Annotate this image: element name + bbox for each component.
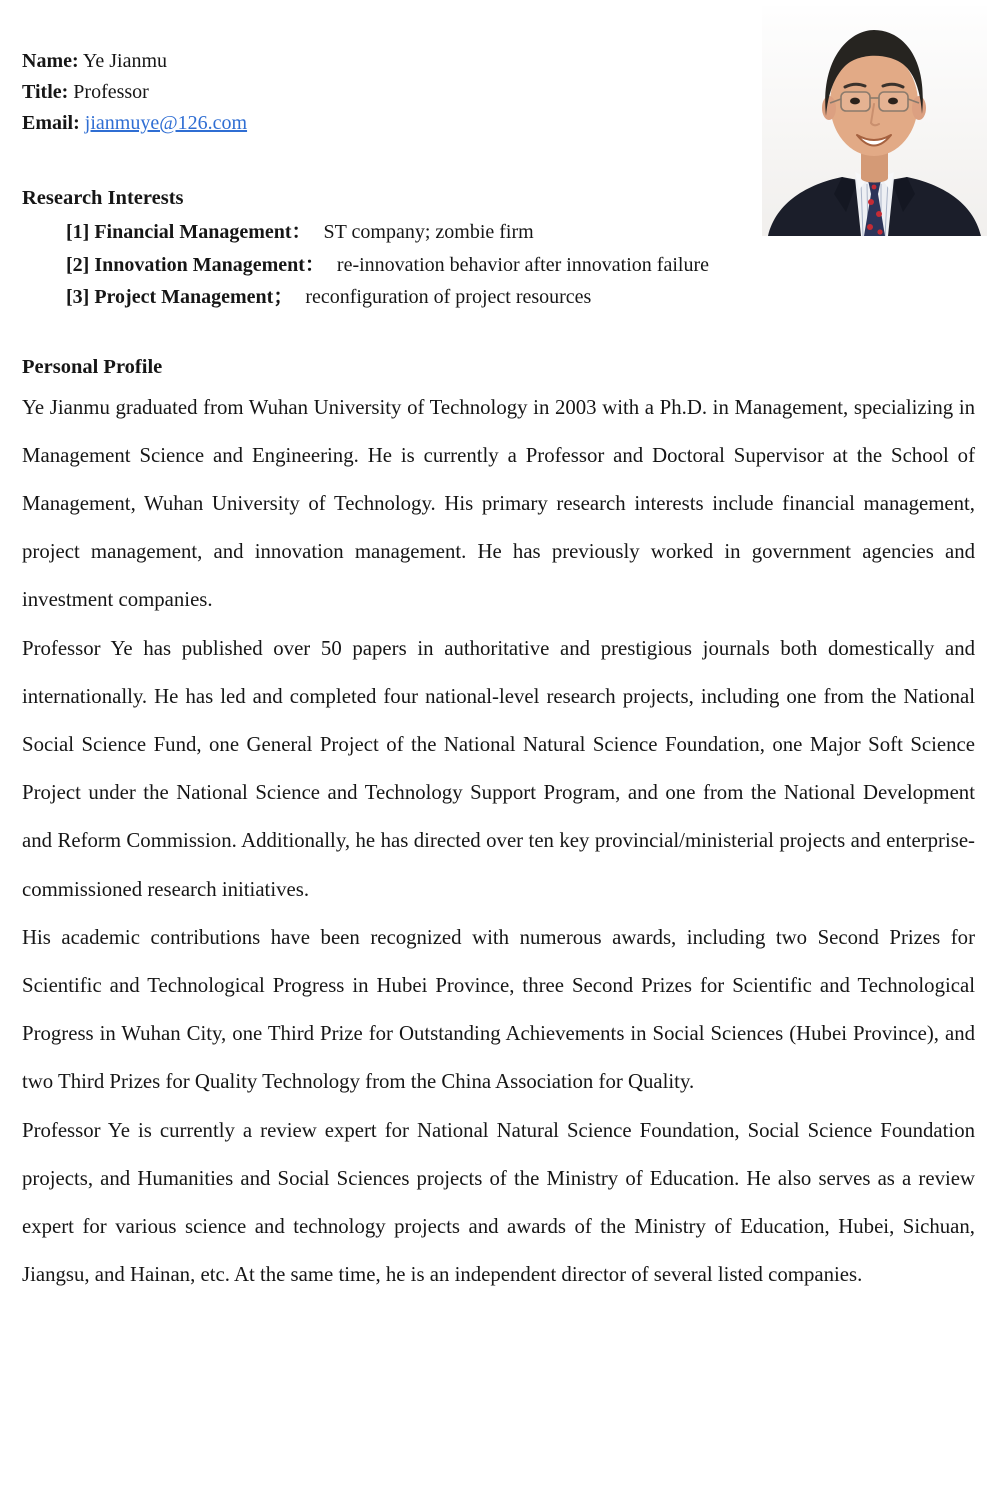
name-value: Ye Jianmu: [82, 50, 167, 72]
item-index: [3]: [66, 286, 90, 308]
item-field: Innovation Management：: [94, 253, 325, 276]
profile-paragraph: His academic contributions have been recognized with numerous awards, including two Second Prizes for Scientific and Technological Progress in Hubei Province, three Second Prizes for Scientific and Technological Progress in Wuhan City, one Third Prize for Outstanding Achievements in Social Sciences (Hubei Province), and two Third Prizes for Quality Technology from the China Association for Quality.: [22, 925, 975, 1094]
item-topics: reconfiguration of project resources: [305, 286, 592, 308]
item-index: [1]: [66, 221, 90, 243]
title-value: Professor: [73, 81, 149, 103]
name-label: Name:: [22, 50, 79, 72]
item-topics: ST company; zombie firm: [323, 221, 534, 243]
profile-paragraph: Professor Ye is currently a review expert for National Natural Science Foundation, Social Science Foundation projects, and Humanities and Social Sciences projects of the Ministry of Education. He also serves as a review expert for various science and technology projects and awards of the Ministry of Education, Hubei, Sichuan, Jiangsu, and Hainan, etc. At the same time, he is an independent director of several listed companies.: [22, 1118, 975, 1287]
research-interests-heading: Research Interests: [22, 187, 184, 209]
title-label: Title:: [22, 81, 69, 103]
item-topics: re-innovation behavior after innovation failure: [336, 253, 709, 276]
item-field: Project Management；: [94, 286, 294, 308]
email-link[interactable]: jianmuye@126.com: [84, 112, 248, 134]
portrait-illustration: [762, 6, 987, 236]
research-interest-item: [66, 249, 975, 282]
email-label: Email:: [22, 112, 80, 134]
personal-profile-body: [22, 384, 975, 1300]
research-interest-item: [66, 281, 975, 314]
item-index: [2]: [66, 253, 90, 276]
profile-paragraph: Ye Jianmu graduated from Wuhan University of Technology in 2003 with a Ph.D. in Management, specializing in Management Science and Engineering. He is currently a Professor and Doctoral Supervisor at the School of Management, Wuhan University of Technology. His primary research interests include financial management, project management, and innovation management. He has previously worked in government agencies and investment companies.: [22, 395, 975, 612]
profile-photo: [762, 6, 987, 236]
personal-profile-heading: Personal Profile: [22, 355, 163, 378]
item-field: Financial Management：: [94, 221, 312, 243]
profile-paragraph: Professor Ye has published over 50 papers in authoritative and prestigious journals both domestically and internationally. He has led and completed four national-level research projects, including one from the National Social Science Fund, one General Project of the National Natural Science Foundation, one Major Soft Science Project under the National Science and Technology Support Program, and one from the National Development and Reform Commission. Additionally, he has directed over ten key provincial/ministerial projects and enterprise-commissioned research initiatives.: [22, 636, 975, 901]
